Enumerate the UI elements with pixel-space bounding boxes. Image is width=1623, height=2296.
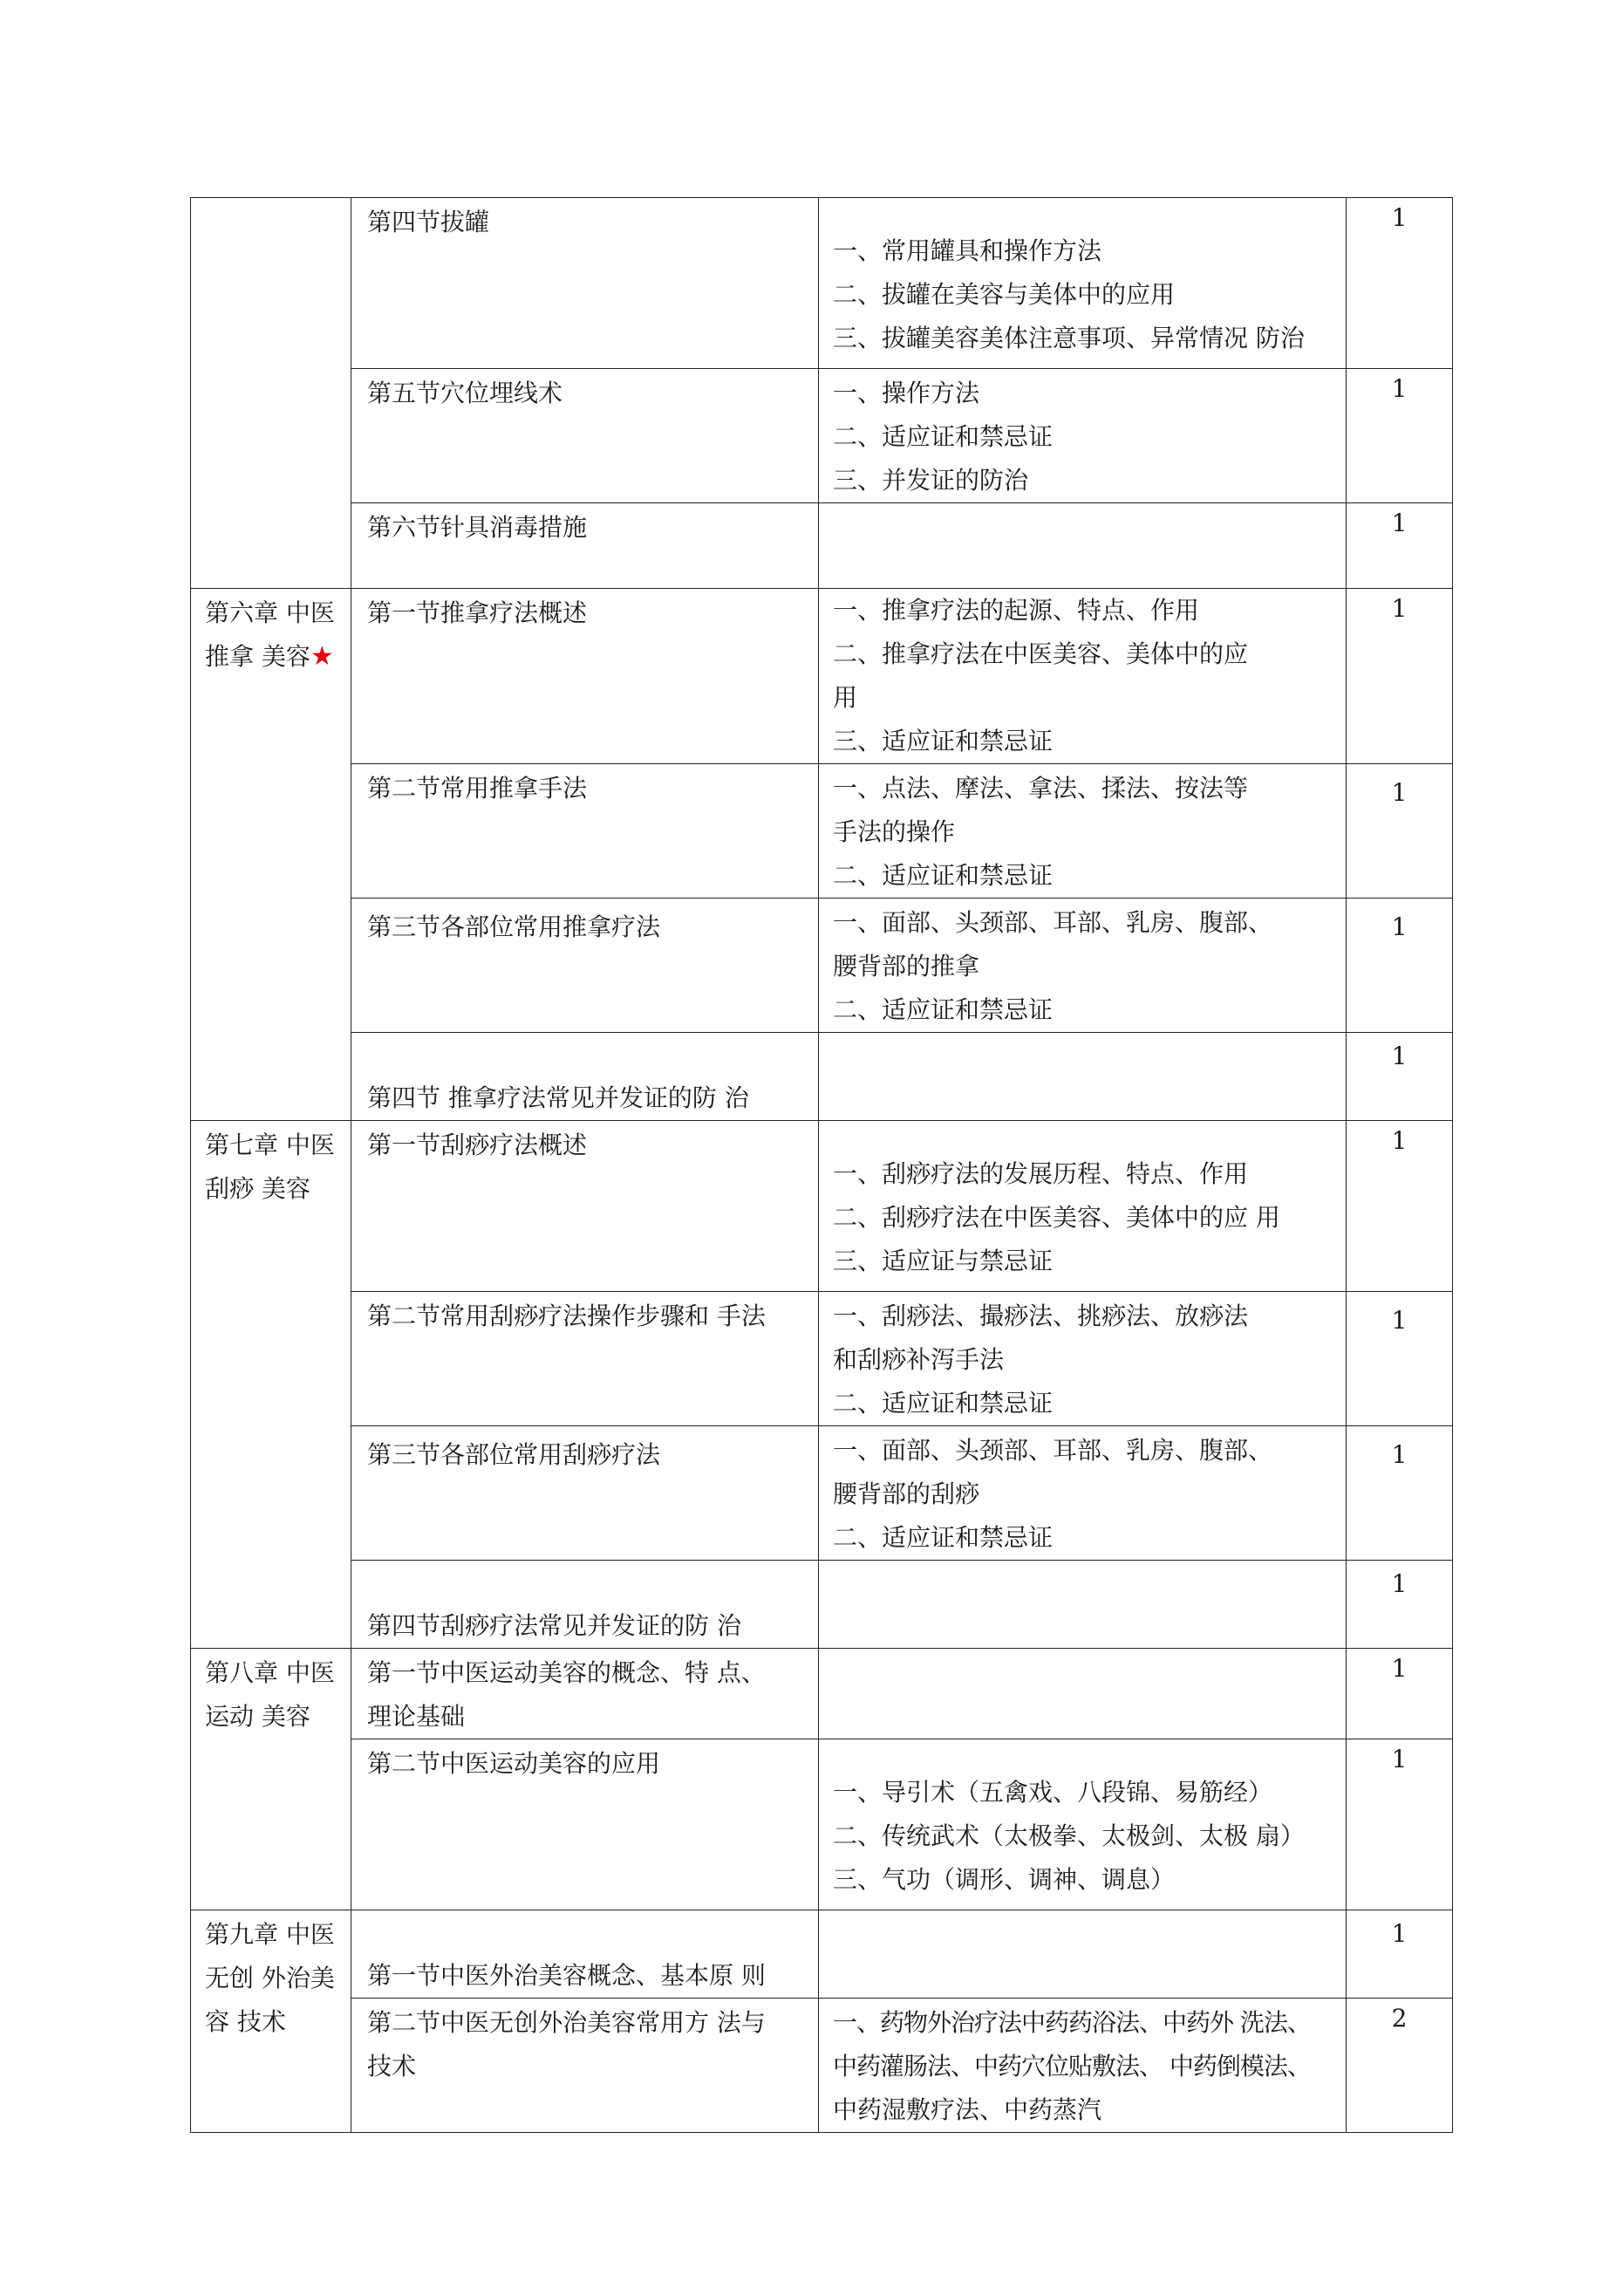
section-cell (351, 198, 819, 369)
content-line: 和刮痧补泻手法 (833, 1345, 1005, 1374)
section-title: 第四节刮痧疗法常见并发证的防 治 (367, 1611, 741, 1640)
chapter-title: 推拿 美容 (205, 642, 310, 671)
chapter-cell (191, 1910, 351, 2133)
content-line: 二、适应证和禁忌证 (833, 995, 1054, 1024)
content-line: 二、适应证和禁忌证 (833, 422, 1054, 451)
chapter-cell (191, 1121, 351, 1649)
section-cell (351, 1426, 819, 1561)
chapter-title: 刮痧 美容 (205, 1174, 310, 1203)
content-line: 二、适应证和禁忌证 (833, 1389, 1054, 1418)
section-cell (351, 899, 819, 1033)
section-title: 第一节刮痧疗法概述 (367, 1131, 588, 1159)
content-cell (819, 899, 1347, 1033)
table-row (191, 1910, 1453, 1999)
content-cell (819, 503, 1347, 589)
content-cell (819, 1739, 1347, 1910)
section-cell (351, 1649, 819, 1739)
section-cell (351, 1033, 819, 1121)
hours-value: 1 (1391, 1440, 1408, 1469)
hours-cell (1347, 1999, 1453, 2133)
table-row (191, 1292, 1453, 1426)
chapter-cell (191, 198, 351, 589)
hours-value: 1 (1391, 778, 1408, 807)
content-cell (819, 1561, 1347, 1649)
content-line: 二、拔罐在美容与美体中的应用 (833, 280, 1176, 309)
table-row (191, 1739, 1453, 1910)
content-cell (819, 764, 1347, 899)
section-cell (351, 589, 819, 764)
section-cell (351, 503, 819, 589)
table-row (191, 198, 1453, 369)
section-cell (351, 1121, 819, 1292)
section-cell (351, 1561, 819, 1649)
chapter-cell (191, 1649, 351, 1910)
table-row (191, 1999, 1453, 2133)
section-cell (351, 1292, 819, 1426)
table-row (191, 503, 1453, 589)
hours-value: 1 (1391, 1919, 1408, 1948)
content-line: 一、刮痧法、撮痧法、挑痧法、放痧法 (833, 1302, 1249, 1330)
hours-value: 1 (1391, 1654, 1408, 1683)
hours-cell (1347, 503, 1453, 589)
content-line: 一、导引术（五禽戏、八段锦、易筋经） (833, 1778, 1273, 1807)
content-cell (819, 1121, 1347, 1292)
chapter-title: 第九章 中医 (205, 1920, 335, 1949)
section-title: 第一节中医外治美容概念、基本原 则 (367, 1961, 766, 1990)
chapter-title: 运动 美容 (205, 1702, 310, 1731)
section-title: 第四节拔罐 (367, 208, 490, 236)
hours-value: 1 (1391, 1569, 1408, 1598)
hours-cell (1347, 1910, 1453, 1999)
hours-value: 1 (1391, 1745, 1408, 1773)
section-title: 第五节穴位埋线术 (367, 379, 563, 407)
hours-cell (1347, 589, 1453, 764)
hours-value: 2 (1391, 2004, 1408, 2033)
hours-cell (1347, 899, 1453, 1033)
content-line: 手法的操作 (833, 817, 956, 846)
content-line: 二、推拿疗法在中医美容、美体中的应 (833, 639, 1249, 668)
hours-value: 1 (1391, 374, 1408, 403)
content-line: 二、刮痧疗法在中医美容、美体中的应 用 (833, 1203, 1280, 1232)
star-icon: ★ (310, 641, 334, 672)
table-row (191, 1649, 1453, 1739)
content-line: 一、推拿疗法的起源、特点、作用 (833, 596, 1200, 625)
hours-cell (1347, 1292, 1453, 1426)
content-cell (819, 1033, 1347, 1121)
content-line: 中药灌肠法、中药穴位贴敷法、 中药倒模法、 (833, 2052, 1311, 2081)
content-cell (819, 369, 1347, 503)
content-cell (819, 1292, 1347, 1426)
hours-cell (1347, 198, 1453, 369)
chapter-title: 第六章 中医 (205, 598, 335, 627)
hours-cell (1347, 764, 1453, 899)
chapter-title: 第八章 中医 (205, 1658, 335, 1687)
section-title: 第四节 推拿疗法常见并发证的防 治 (367, 1083, 749, 1112)
table-row (191, 1561, 1453, 1649)
table-row (191, 1121, 1453, 1292)
content-line: 一、常用罐具和操作方法 (833, 236, 1102, 265)
section-title: 技术 (367, 2052, 417, 2081)
content-cell (819, 589, 1347, 764)
content-cell (819, 1649, 1347, 1739)
content-line: 一、操作方法 (833, 379, 980, 407)
chapter-title: 第七章 中医 (205, 1131, 335, 1159)
hours-value: 1 (1391, 1126, 1408, 1155)
content-line: 三、适应证与禁忌证 (833, 1247, 1054, 1275)
section-cell (351, 369, 819, 503)
section-title: 第三节各部位常用推拿疗法 (367, 912, 661, 941)
section-cell (351, 1739, 819, 1910)
section-title: 第二节常用刮痧疗法操作步骤和 手法 (367, 1302, 766, 1330)
content-line: 一、面部、头颈部、耳部、乳房、腹部、 (833, 1436, 1273, 1465)
table-row (191, 589, 1453, 764)
hours-cell (1347, 1649, 1453, 1739)
section-title: 第二节常用推拿手法 (367, 774, 588, 803)
chapter-cell (191, 589, 351, 1121)
hours-cell (1347, 1121, 1453, 1292)
content-line: 中药湿敷疗法、中药蒸汽 (833, 2095, 1102, 2124)
hours-cell (1347, 1033, 1453, 1121)
hours-value: 1 (1391, 1306, 1408, 1335)
chapter-title-line2 (205, 635, 349, 679)
syllabus-table (190, 197, 1453, 2133)
hours-cell (1347, 1739, 1453, 1910)
content-line: 二、适应证和禁忌证 (833, 1523, 1054, 1552)
hours-cell (1347, 1561, 1453, 1649)
content-line: 用 (833, 683, 858, 712)
section-title: 第一节推拿疗法概述 (367, 598, 588, 627)
section-title: 第一节中医运动美容的概念、特 点、 (367, 1658, 766, 1687)
content-line: 腰背部的推拿 (833, 952, 980, 981)
content-line: 三、并发证的防治 (833, 466, 1029, 495)
hours-value: 1 (1391, 1042, 1408, 1070)
content-line: 一、面部、头颈部、耳部、乳房、腹部、 (833, 908, 1273, 937)
section-title: 第六节针具消毒措施 (367, 513, 588, 542)
content-cell (819, 1999, 1347, 2133)
hours-value: 1 (1391, 509, 1408, 537)
section-cell (351, 1999, 819, 2133)
section-cell (351, 764, 819, 899)
content-cell (819, 198, 1347, 369)
hours-value: 1 (1391, 203, 1408, 232)
table-row (191, 899, 1453, 1033)
content-line: 三、适应证和禁忌证 (833, 727, 1054, 755)
content-line: 腰背部的刮痧 (833, 1479, 980, 1508)
section-title: 第二节中医运动美容的应用 (367, 1749, 661, 1778)
content-cell (819, 1426, 1347, 1561)
content-line: 一、刮痧疗法的发展历程、特点、作用 (833, 1159, 1249, 1188)
table-row (191, 1426, 1453, 1561)
content-line: 三、拔罐美容美体注意事项、异常情况 防治 (833, 324, 1305, 352)
hours-cell (1347, 1426, 1453, 1561)
table-row (191, 1033, 1453, 1121)
content-line: 三、气功（调形、调神、调息） (833, 1865, 1176, 1894)
hours-cell (1347, 369, 1453, 503)
content-line: 一、点法、摩法、拿法、揉法、按法等 (833, 774, 1249, 803)
section-title: 理论基础 (367, 1702, 466, 1731)
section-title: 第三节各部位常用刮痧疗法 (367, 1440, 661, 1469)
chapter-title: 容 技术 (205, 2007, 286, 2036)
content-cell (819, 1910, 1347, 1999)
section-title: 第二节中医无创外治美容常用方 法与 (367, 2008, 766, 2037)
section-cell (351, 1910, 819, 1999)
content-line: 一、药物外治疗法中药药浴法、中药外 洗法、 (833, 2008, 1311, 2037)
hours-value: 1 (1391, 912, 1408, 941)
content-line: 二、传统武术（太极拳、太极剑、太极 扇） (833, 1821, 1305, 1850)
hours-value: 1 (1391, 594, 1408, 623)
table-row (191, 369, 1453, 503)
chapter-title: 无创 外治美 (205, 1964, 335, 1992)
content-line: 二、适应证和禁忌证 (833, 861, 1054, 890)
table-row (191, 764, 1453, 899)
